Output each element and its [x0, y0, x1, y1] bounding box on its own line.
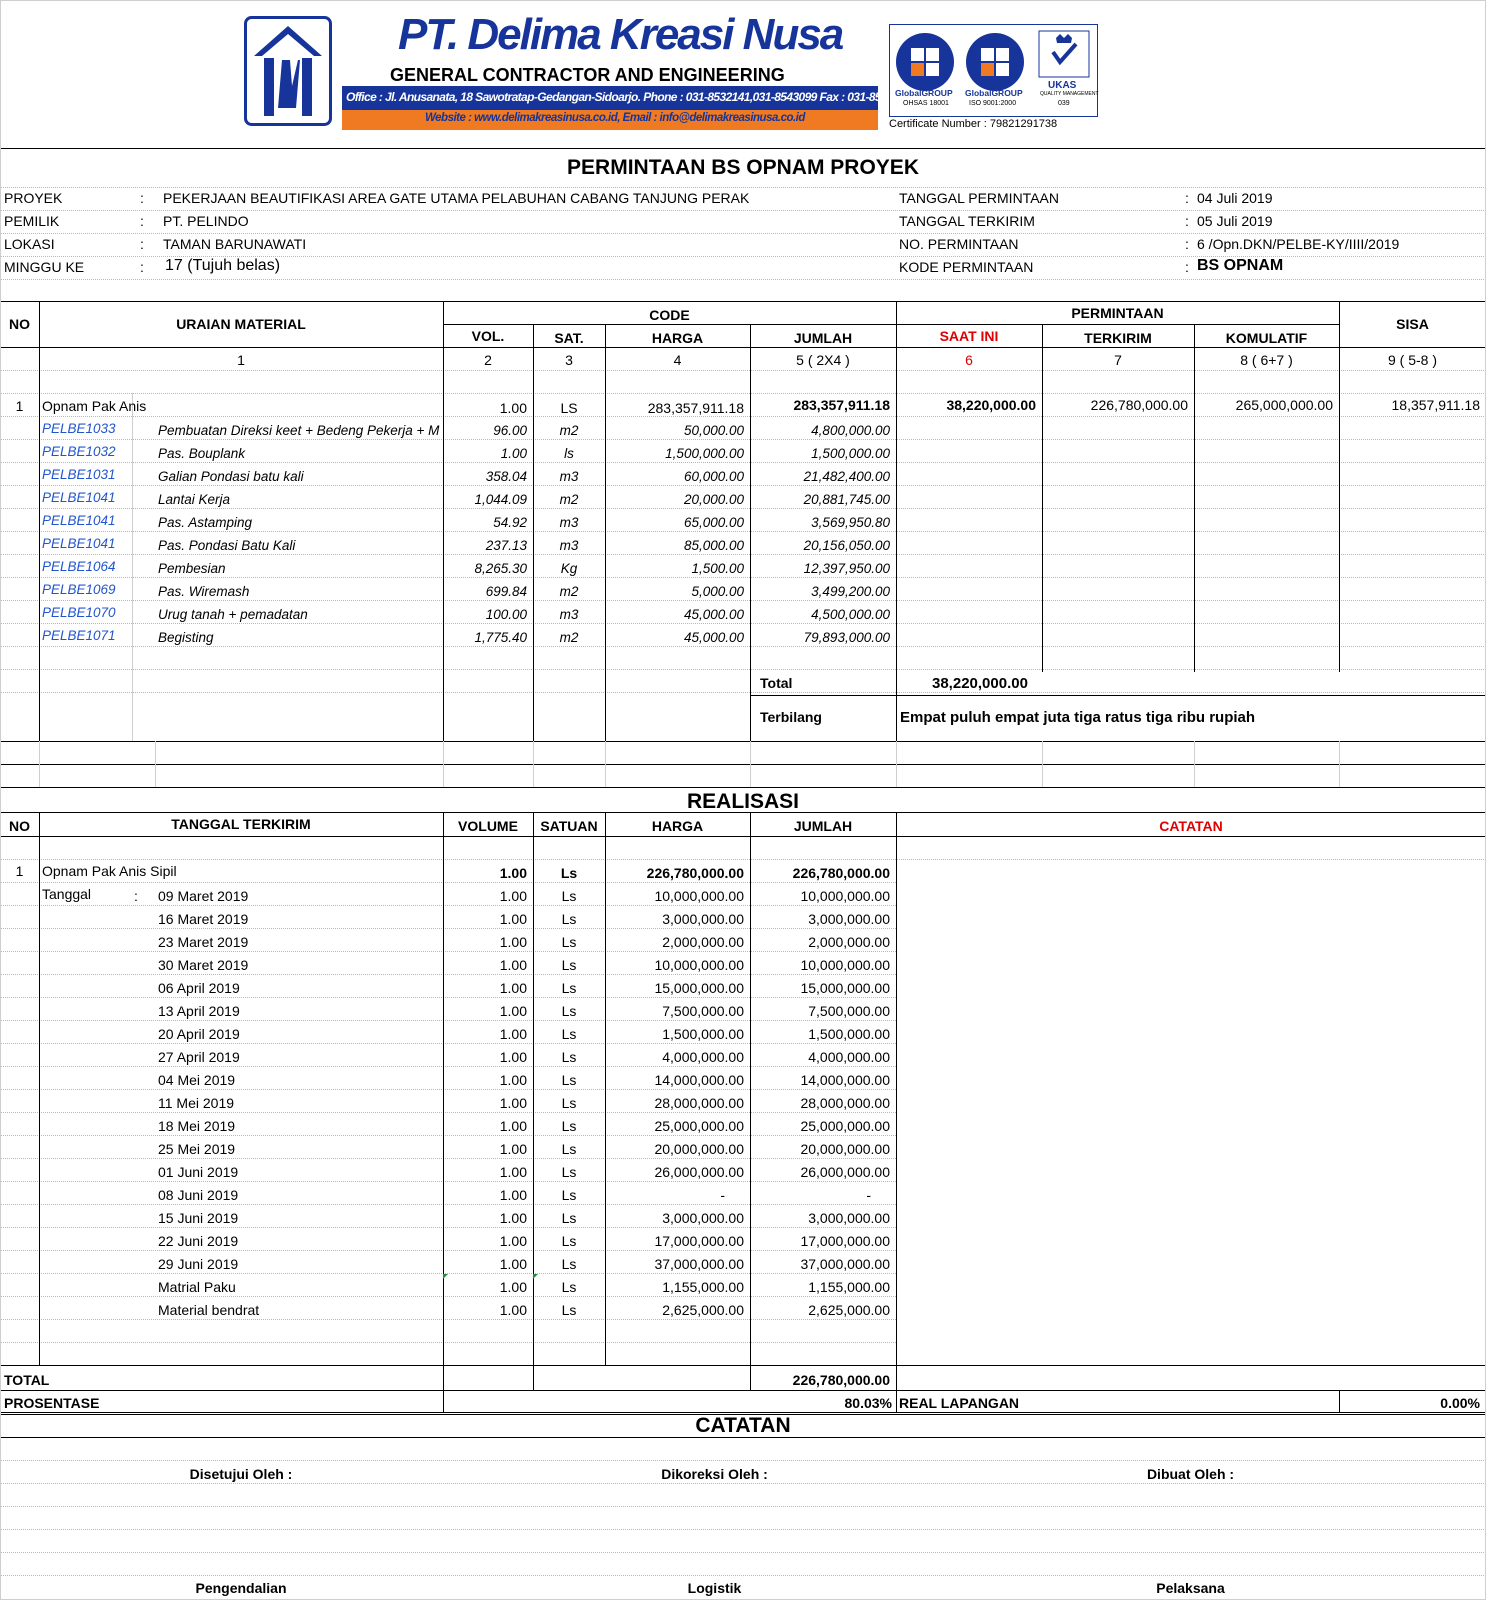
real-head-tanggal: TANGGAL TERKIRIM: [171, 816, 311, 832]
real-row-vol: 1.00: [499, 1233, 527, 1249]
req-item-desc: Pas. Astamping: [158, 515, 253, 530]
req-item-desc: Pembesian: [158, 561, 226, 576]
real-main-name: Opnam Pak Anis Sipil: [42, 863, 177, 879]
info-pemilik-value: PT. PELINDO: [163, 213, 249, 229]
company-logo: [244, 16, 332, 126]
real-row-sat: Ls: [561, 1302, 577, 1318]
real-row-jumlah: 28,000,000.00: [800, 1095, 890, 1111]
real-head-no: NO: [9, 818, 30, 834]
req-item-jumlah: 20,156,050.00: [803, 538, 890, 553]
real-total-value: 226,780,000.00: [792, 1372, 890, 1388]
info-pemilik-label: PEMILIK: [4, 213, 60, 229]
info-kode-permintaan-label: KODE PERMINTAAN: [899, 259, 1034, 275]
col-head-terkirim: TERKIRIM: [1084, 330, 1152, 346]
col-head-komulatif: KOMULATIF: [1225, 330, 1308, 346]
info-kode-permintaan-value: BS OPNAM: [1197, 257, 1284, 274]
real-total-label: TOTAL: [4, 1372, 50, 1388]
req-main-sat: LS: [560, 400, 578, 416]
real-row-jumlah: 10,000,000.00: [800, 957, 890, 973]
info-tanggal-permintaan-label: TANGGAL PERMINTAAN: [899, 190, 1059, 206]
disetujui-oleh-label: Disetujui Oleh :: [189, 1466, 293, 1482]
col-head-code: CODE: [649, 307, 690, 323]
real-row-date: 09 Maret 2019: [158, 888, 249, 904]
dikoreksi-oleh-label: Dikoreksi Oleh :: [661, 1466, 768, 1482]
req-item-desc: Pembuatan Direksi keet + Bedeng Pekerja + M: [158, 423, 440, 438]
req-item-harga: 45,000.00: [683, 630, 744, 645]
req-item-code: PELBE1032: [42, 444, 116, 459]
real-main-jumlah: 226,780,000.00: [792, 865, 890, 881]
real-row-jumlah: 2,625,000.00: [808, 1302, 890, 1318]
req-item-sat: m2: [559, 492, 579, 507]
col-num-5: 5 ( 2X4 ): [796, 352, 850, 368]
real-row-jumlah: 7,500,000.00: [808, 1003, 890, 1019]
req-item-code: PELBE1041: [42, 490, 116, 505]
req-item-vol: 100.00: [485, 607, 527, 622]
req-main-sisa: 18,357,911.18: [1391, 397, 1480, 413]
req-item-desc: Begisting: [158, 630, 214, 645]
real-row-sat: Ls: [561, 1187, 577, 1203]
req-item-desc: Lantai Kerja: [158, 492, 231, 507]
real-row-harga: -: [720, 1187, 725, 1203]
cell-comment-marker-icon: [533, 1274, 538, 1279]
company-tagline: GENERAL CONTRACTOR AND ENGINEERING: [390, 65, 785, 85]
dibuat-oleh-label: Dibuat Oleh :: [1146, 1466, 1235, 1482]
req-main-saat-ini: 38,220,000.00: [946, 397, 1036, 413]
logistik-label: Logistik: [687, 1580, 742, 1596]
badge1-sub: OHSAS 18001: [903, 100, 949, 107]
real-row-vol: 1.00: [499, 1072, 527, 1088]
real-row-date: 18 Mei 2019: [158, 1118, 236, 1134]
badge1-label: GlobalGROUP: [895, 88, 953, 98]
req-item-vol: 237.13: [485, 538, 527, 553]
real-tanggal-label: Tanggal: [42, 886, 92, 902]
website-email: Website : www.delimakreasinusa.co.id, Email : info@delimakreasinusa.co.id: [425, 112, 805, 124]
real-row-date: 01 Juni 2019: [158, 1164, 239, 1180]
req-item-harga: 60,000.00: [683, 469, 744, 484]
real-row-harga: 28,000,000.00: [654, 1095, 744, 1111]
real-row-jumlah: 25,000,000.00: [800, 1118, 890, 1134]
real-row-date: 25 Mei 2019: [158, 1141, 236, 1157]
real-row-vol: 1.00: [499, 1302, 527, 1318]
real-row-sat: Ls: [561, 1003, 577, 1019]
req-total-label: Total: [760, 675, 793, 691]
info-no-permintaan-colon: :: [1185, 236, 1189, 252]
req-item-code: PELBE1070: [42, 605, 116, 620]
req-item-jumlah: 3,499,200.00: [811, 584, 890, 599]
req-item-harga: 45,000.00: [683, 607, 744, 622]
doc-title: PERMINTAAN BS OPNAM PROYEK: [567, 156, 919, 179]
badge3-number: 039: [1058, 100, 1070, 107]
col-num-4: 4: [673, 352, 682, 368]
real-row-sat: Ls: [561, 957, 577, 973]
req-item-vol: 699.84: [485, 584, 527, 599]
real-row-vol: 1.00: [499, 1118, 527, 1134]
col-head-no: NO: [9, 316, 30, 332]
certificate-number: Certificate Number : 79821291738: [889, 118, 1058, 130]
info-kode-permintaan-colon: :: [1185, 259, 1189, 275]
req-item-sat: m3: [559, 515, 579, 530]
req-main-harga: 283,357,911.18: [647, 400, 744, 416]
col-head-permintaan: PERMINTAAN: [1071, 305, 1164, 321]
info-no-permintaan-label: NO. PERMINTAAN: [899, 236, 1019, 252]
real-row-jumlah: 17,000,000.00: [800, 1233, 890, 1249]
real-row-harga: 1,500,000.00: [662, 1026, 744, 1042]
real-row-harga: 4,000,000.00: [662, 1049, 744, 1065]
req-item-code: PELBE1041: [42, 513, 116, 528]
real-row-date: 27 April 2019: [158, 1049, 240, 1065]
real-row-date: 29 Juni 2019: [158, 1256, 239, 1272]
real-row-harga: 1,155,000.00: [662, 1279, 744, 1295]
real-row-vol: 1.00: [499, 1256, 527, 1272]
realisasi-title: REALISASI: [686, 790, 799, 813]
real-row-sat: Ls: [561, 1279, 577, 1295]
real-main-sat: Ls: [560, 865, 578, 881]
real-row-sat: Ls: [561, 1118, 577, 1134]
req-item-desc: Pas. Pondasi Batu Kali: [158, 538, 296, 553]
real-row-date: 04 Mei 2019: [158, 1072, 236, 1088]
req-item-sat: m3: [559, 469, 579, 484]
col-num-9: 9 ( 5-8 ): [1387, 352, 1437, 368]
req-item-code: PELBE1071: [42, 628, 116, 643]
col-head-harga: HARGA: [651, 330, 704, 346]
real-row-jumlah: 3,000,000.00: [808, 911, 890, 927]
real-row-jumlah: 1,155,000.00: [808, 1279, 890, 1295]
real-row-jumlah: 4,000,000.00: [808, 1049, 890, 1065]
terbilang-label: Terbilang: [760, 709, 822, 725]
req-item-jumlah: 3,569,950.80: [811, 515, 890, 530]
col-num-7: 7: [1114, 352, 1122, 368]
real-row-jumlah: 3,000,000.00: [808, 1210, 890, 1226]
badge3-label: UKAS: [1048, 80, 1077, 91]
info-proyek-colon: :: [140, 190, 144, 206]
real-row-sat: Ls: [561, 1141, 577, 1157]
req-item-harga: 85,000.00: [683, 538, 744, 553]
real-row-vol: 1.00: [499, 1095, 527, 1111]
real-row-vol: 1.00: [499, 1003, 527, 1019]
req-main-no: 1: [15, 398, 24, 414]
badge3-sub: QUALITY MANAGEMENT: [1040, 91, 1099, 97]
real-row-harga: 10,000,000.00: [654, 957, 744, 973]
col-head-vol: VOL.: [471, 328, 505, 344]
prosentase-value: 80.03%: [844, 1395, 892, 1411]
real-row-date: 06 April 2019: [158, 980, 240, 996]
real-row-jumlah: 14,000,000.00: [800, 1072, 890, 1088]
req-item-jumlah: 20,881,745.00: [803, 492, 890, 507]
badge2-label: GlobalGROUP: [965, 88, 1023, 98]
real-row-harga: 3,000,000.00: [662, 911, 744, 927]
req-item-vol: 1,044.09: [474, 492, 527, 507]
real-row-vol: 1.00: [499, 1049, 527, 1065]
req-item-sat: ls: [564, 446, 574, 461]
real-row-sat: Ls: [561, 1164, 577, 1180]
req-main-name: Opnam Pak Anis: [42, 398, 147, 414]
badge2-sub: ISO 9001:2000: [969, 100, 1017, 107]
real-row-date: 30 Maret 2019: [158, 957, 249, 973]
req-item-harga: 20,000.00: [683, 492, 744, 507]
real-row-date: 23 Maret 2019: [158, 934, 249, 950]
real-row-jumlah: 37,000,000.00: [800, 1256, 890, 1272]
info-minggu-label: MINGGU KE: [4, 259, 85, 275]
info-lokasi-value: TAMAN BARUNAWATI: [163, 236, 307, 252]
real-row-vol: 1.00: [499, 1164, 527, 1180]
req-item-vol: 54.92: [493, 515, 527, 530]
ukas-crown-check-icon: [1038, 30, 1090, 81]
pelaksana-label: Pelaksana: [1156, 1580, 1225, 1596]
real-row-jumlah: 20,000,000.00: [800, 1141, 890, 1157]
req-main-jumlah: 283,357,911.18: [793, 397, 890, 413]
real-row-harga: 25,000,000.00: [654, 1118, 744, 1134]
real-row-sat: Ls: [561, 1256, 577, 1272]
col-head-uraian: URAIAN MATERIAL: [176, 316, 306, 332]
col-head-sat: SAT.: [554, 330, 584, 346]
real-row-vol: 1.00: [499, 934, 527, 950]
req-item-vol: 96.00: [493, 423, 527, 438]
req-item-jumlah: 79,893,000.00: [803, 630, 890, 645]
real-row-sat: Ls: [561, 1210, 577, 1226]
real-lapangan-value: 0.00%: [1440, 1395, 1480, 1411]
real-row-sat: Ls: [561, 1095, 577, 1111]
req-total-value: 38,220,000.00: [932, 675, 1028, 692]
real-row-harga: 17,000,000.00: [654, 1233, 744, 1249]
real-row-vol: 1.00: [499, 888, 527, 904]
real-row-vol: 1.00: [499, 1279, 527, 1295]
real-row-harga: 10,000,000.00: [654, 888, 744, 904]
req-item-sat: m2: [559, 584, 579, 599]
real-row-vol: 1.00: [499, 911, 527, 927]
info-minggu-colon: :: [140, 259, 144, 275]
real-row-jumlah: 15,000,000.00: [800, 980, 890, 996]
real-row-harga: 15,000,000.00: [654, 980, 744, 996]
info-minggu-value: 17 (Tujuh belas): [165, 257, 281, 274]
req-main-terkirim: 226,780,000.00: [1090, 397, 1188, 413]
real-main-harga: 226,780,000.00: [646, 865, 744, 881]
req-item-desc: Pas. Bouplank: [158, 446, 246, 461]
col-num-2: 2: [484, 352, 492, 368]
req-item-code: PELBE1033: [42, 421, 116, 436]
info-tanggal-terkirim-label: TANGGAL TERKIRIM: [899, 213, 1035, 229]
real-row-sat: Ls: [561, 980, 577, 996]
req-item-jumlah: 4,800,000.00: [811, 423, 890, 438]
pengendalian-label: Pengendalian: [195, 1580, 287, 1596]
real-row-jumlah: 1,500,000.00: [808, 1026, 890, 1042]
real-row-sat: Ls: [561, 1233, 577, 1249]
real-row-jumlah: 26,000,000.00: [800, 1164, 890, 1180]
real-row-date: 13 April 2019: [158, 1003, 240, 1019]
real-head-catatan: CATATAN: [1159, 818, 1223, 834]
real-row-date: Material bendrat: [158, 1302, 260, 1318]
info-no-permintaan-value: 6 /Opn.DKN/PELBE-KY/IIII/2019: [1197, 236, 1400, 252]
real-row-sat: Ls: [561, 934, 577, 950]
real-row-harga: 20,000,000.00: [654, 1141, 744, 1157]
real-row-date: 08 Juni 2019: [158, 1187, 239, 1203]
cell-comment-marker-icon: [443, 1274, 448, 1279]
req-item-code: PELBE1069: [42, 582, 116, 597]
col-num-8: 8 ( 6+7 ): [1240, 352, 1293, 368]
real-main-vol: 1.00: [499, 865, 527, 881]
req-item-vol: 358.04: [485, 469, 527, 484]
col-head-sisa: SISA: [1396, 316, 1429, 332]
real-row-date: 16 Maret 2019: [158, 911, 249, 927]
req-item-code: PELBE1041: [42, 536, 116, 551]
catatan-title: CATATAN: [695, 1414, 791, 1437]
req-item-sat: m3: [559, 538, 579, 553]
col-num-6: 6: [965, 352, 973, 368]
info-tanggal-permintaan-value: 04 Juli 2019: [1197, 190, 1273, 206]
real-row-date: 11 Mei 2019: [158, 1095, 235, 1111]
req-item-jumlah: 4,500,000.00: [811, 607, 890, 622]
req-item-harga: 65,000.00: [683, 515, 744, 530]
col-head-jumlah: JUMLAH: [793, 330, 853, 346]
real-row-date: Matrial Paku: [158, 1279, 236, 1295]
info-proyek-value: PEKERJAAN BEAUTIFIKASI AREA GATE UTAMA PELABUHAN CABANG TANJUNG PERAK: [163, 190, 750, 206]
real-head-volume: VOLUME: [458, 818, 518, 834]
info-tanggal-terkirim-value: 05 Juli 2019: [1197, 213, 1273, 229]
real-row-vol: 1.00: [499, 1210, 527, 1226]
req-item-code: PELBE1031: [42, 467, 116, 482]
real-row-vol: 1.00: [499, 1141, 527, 1157]
real-head-jumlah: JUMLAH: [793, 818, 853, 834]
req-item-jumlah: 1,500,000.00: [811, 446, 890, 461]
req-item-harga: 1,500,000.00: [665, 446, 744, 461]
req-item-harga: 5,000.00: [691, 584, 744, 599]
prosentase-label: PROSENTASE: [4, 1395, 100, 1411]
req-item-vol: 1.00: [500, 446, 527, 461]
real-main-no: 1: [15, 863, 24, 879]
req-item-harga: 1,500.00: [691, 561, 744, 576]
req-item-desc: Urug tanah + pemadatan: [158, 607, 308, 622]
req-item-vol: 8,265.30: [474, 561, 527, 576]
real-row-harga: 3,000,000.00: [662, 1210, 744, 1226]
real-row-jumlah: 10,000,000.00: [800, 888, 890, 904]
real-row-harga: 37,000,000.00: [654, 1256, 744, 1272]
real-row-date: 20 April 2019: [158, 1026, 240, 1042]
real-row-sat: Ls: [561, 1049, 577, 1065]
info-proyek-label: PROYEK: [4, 190, 63, 206]
col-head-saat-ini: SAAT INI: [939, 328, 999, 344]
real-row-harga: 2,000,000.00: [662, 934, 744, 950]
req-main-komulatif: 265,000,000.00: [1235, 397, 1333, 413]
req-main-vol: 1.00: [499, 400, 527, 416]
real-row-harga: 7,500,000.00: [662, 1003, 744, 1019]
real-row-vol: 1.00: [499, 980, 527, 996]
real-row-sat: Ls: [561, 888, 577, 904]
real-row-date: 22 Juni 2019: [158, 1233, 239, 1249]
company-name: PT. Delima Kreasi Nusa: [398, 10, 843, 59]
office-address: Office : Jl. Anusanata, 18 Sawotratap-Gedangan-Sidoarjo. Phone : 031-8532141,031-8543099 Fax : 031-8541399: [346, 90, 912, 104]
req-item-sat: m2: [559, 630, 579, 645]
real-row-vol: 1.00: [499, 957, 527, 973]
info-tanggal-permintaan-colon: :: [1185, 190, 1189, 206]
real-lapangan-label: REAL LAPANGAN: [899, 1395, 1020, 1411]
real-row-vol: 1.00: [499, 1026, 527, 1042]
real-row-sat: Ls: [561, 1026, 577, 1042]
real-head-satuan: SATUAN: [540, 818, 598, 834]
real-row-harga: 14,000,000.00: [654, 1072, 744, 1088]
real-row-jumlah: -: [866, 1187, 871, 1203]
req-item-sat: Kg: [560, 561, 578, 576]
req-item-desc: Pas. Wiremash: [158, 584, 250, 599]
info-pemilik-colon: :: [140, 213, 144, 229]
terbilang-value: Empat puluh empat juta tiga ratus tiga ribu rupiah: [900, 709, 1256, 726]
real-tanggal-colon: :: [134, 888, 138, 904]
col-num-3: 3: [565, 352, 573, 368]
info-lokasi-colon: :: [140, 236, 144, 252]
req-item-desc: Galian Pondasi batu kali: [158, 469, 304, 484]
req-item-vol: 1,775.40: [474, 630, 527, 645]
real-row-harga: 2,625,000.00: [662, 1302, 744, 1318]
req-item-harga: 50,000.00: [683, 423, 744, 438]
req-item-code: PELBE1064: [42, 559, 116, 574]
real-row-vol: 1.00: [499, 1187, 527, 1203]
info-tanggal-terkirim-colon: :: [1185, 213, 1189, 229]
real-row-sat: Ls: [561, 911, 577, 927]
real-row-sat: Ls: [561, 1072, 577, 1088]
req-item-jumlah: 21,482,400.00: [803, 469, 890, 484]
req-item-sat: m2: [559, 423, 579, 438]
real-row-jumlah: 2,000,000.00: [808, 934, 890, 950]
col-num-1: 1: [237, 352, 245, 368]
info-lokasi-label: LOKASI: [4, 236, 55, 252]
real-head-harga: HARGA: [651, 818, 704, 834]
req-item-jumlah: 12,397,950.00: [803, 561, 890, 576]
req-item-sat: m3: [559, 607, 579, 622]
real-row-date: 15 Juni 2019: [158, 1210, 239, 1226]
real-row-harga: 26,000,000.00: [654, 1164, 744, 1180]
